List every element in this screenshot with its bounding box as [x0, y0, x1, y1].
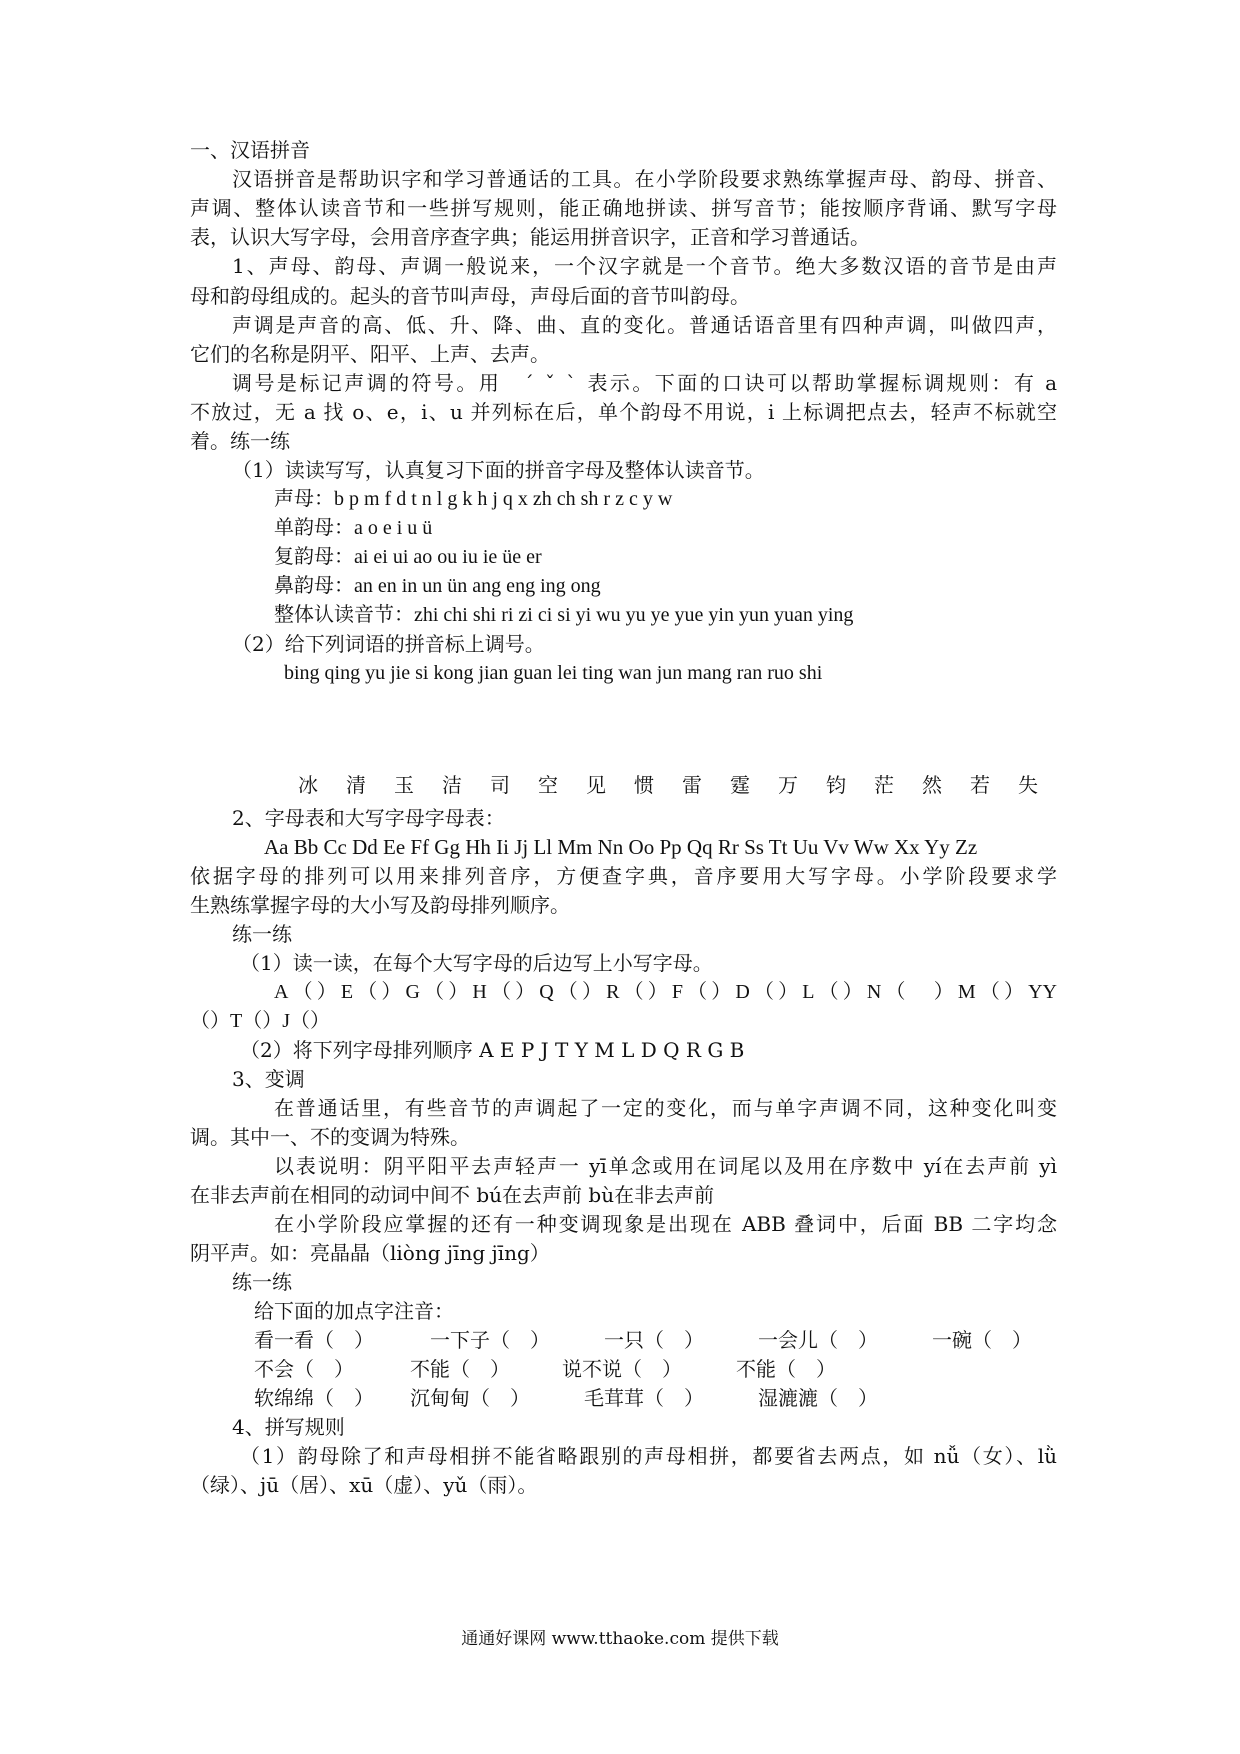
zhengti-list: 整体认读音节：zhi chi shi ri zi ci si yi wu yu ye yue yin yun yuan ying	[274, 604, 854, 626]
exercise-2-title: （2）给下列词语的拼音标上调号。	[232, 632, 545, 656]
char: 然	[922, 773, 942, 797]
s2-desc-line-2: 生熟练掌握字母的大小写及韵母排列顺序。	[190, 893, 570, 917]
practice-label: 练一练	[232, 922, 292, 946]
tone-exercise-item: 湿漉漉（ ）	[758, 1386, 878, 1410]
s4-rule-1-line-2: （绿）、jū（居）、xū（虚）、yǔ（雨）。	[190, 1473, 538, 1497]
tone-line-1: 声调是声音的高、低、升、降、曲、直的变化。普通话语音里有四种声调，叫做四声，	[232, 313, 1057, 337]
fuyunmu-list: 复韵母：ai ei ui ao ou iu ie üe er	[274, 546, 542, 568]
practice-label: 练一练	[232, 1270, 292, 1294]
pinyin-line: bing qing yu jie si kong jian guan lei ting wan jun mang ran ruo shi	[284, 662, 823, 684]
alphabet-line: Aa Bb Cc Dd Ee Ff Gg Hh Ii Jj Ll Mm Nn Oo Pp Qq Rr Ss Tt Uu Vv Ww Xx Yy Zz	[264, 835, 978, 859]
char: 司	[490, 773, 510, 797]
s1-line-1: 1、声母、韵母、声调一般说来，一个汉字就是一个音节。绝大多数汉语的音节是由声	[232, 254, 1057, 278]
s2-question-2: （2）将下列字母排列顺序 A E P J T Y M L D Q R G B	[240, 1038, 745, 1062]
char: 霆	[730, 773, 750, 797]
intro-line-2: 声调、整体认读音节和一些拼写规则，能正确地拼读、拼写音节；能按顺序背诵、默写字母	[190, 196, 1057, 220]
char: 见	[586, 773, 606, 797]
mark-line-3: 着。练一练	[190, 429, 290, 453]
tone-exercise-item: 一会儿（ ）	[758, 1328, 878, 1352]
s3-task: 给下面的加点字注音：	[254, 1299, 454, 1323]
s3-p2-line-1: 以表说明：阴平阳平去声轻声一 yī单念或用在词尾以及用在序数中 yí在去声前 yì	[274, 1154, 1057, 1178]
char: 惯	[634, 773, 654, 797]
char: 清	[346, 773, 366, 797]
char: 雷	[682, 773, 702, 797]
section-2-title: 2、字母表和大写字母字母表：	[232, 806, 505, 830]
section-3-title: 3、变调	[232, 1067, 305, 1091]
footer-text: 通通好课网 www.tthaoke.com 提供下载	[461, 1629, 779, 1649]
biyunmu-list: 鼻韵母：an en in un ün ang eng ing ong	[274, 575, 601, 597]
mark-line-1: 调号是标记声调的符号。用 ˊ ˇ ˋ 表示。下面的口诀可以帮助掌握标调规则：有 a	[232, 371, 1057, 395]
exercise-1-title: （1）读读写写，认真复习下面的拼音字母及整体认读音节。	[232, 458, 765, 482]
char: 洁	[442, 773, 462, 797]
char: 失	[1018, 773, 1038, 797]
tone-exercise-item: 不能（ ）	[736, 1357, 836, 1381]
shengmu-list: 声母：b p m f d t n l g k h j q x zh ch sh r z c y w	[274, 488, 673, 510]
s3-p1-line-2: 调。其中一、不的变调为特殊。	[190, 1125, 470, 1149]
s2-question-1: （1）读一读，在每个大写字母的后边写上小写字母。	[240, 951, 713, 975]
char: 冰	[298, 773, 318, 797]
tone-exercise-item: 沉甸甸（ ）	[410, 1386, 530, 1410]
char: 空	[538, 773, 558, 797]
char: 万	[778, 773, 798, 797]
tone-exercise-item: 不能（ ）	[410, 1357, 510, 1381]
s2-desc-line-1: 依据字母的排列可以用来排列音序，方便查字典，音序要用大写字母。小学阶段要求学	[190, 864, 1057, 888]
section-4-title: 4、拼写规则	[232, 1415, 345, 1439]
tone-exercise-item: 一碗（ ）	[932, 1328, 1032, 1352]
char: 钧	[826, 773, 846, 797]
intro-line-1: 汉语拼音是帮助识字和学习普通话的工具。在小学阶段要求熟练掌握声母、韵母、拼音、	[232, 167, 1057, 191]
chinese-characters-row	[298, 773, 1038, 797]
s4-rule-1-line-1: （1）韵母除了和声母相拼不能省略跟别的声母相拼，都要省去两点，如 nǚ（女）、lǜ	[240, 1444, 1057, 1468]
danyunmu-list: 单韵母：a o e i u ü	[274, 517, 433, 539]
char: 若	[970, 773, 990, 797]
char: 玉	[394, 773, 414, 797]
s2-q1-answer-line-1: A（）E（）G（）H（）Q（）R（）F（）D（）L（）N（ ）M（）YY	[274, 981, 1057, 1003]
s2-q1-answer-line-2: （）T（）J（）	[190, 1010, 330, 1032]
tone-line-2: 它们的名称是阴平、阳平、上声、去声。	[190, 342, 550, 366]
tone-exercise-item: 说不说（ ）	[562, 1357, 682, 1381]
char: 茫	[874, 773, 894, 797]
s3-p2-line-2: 在非去声前在相同的动词中间不 bú在去声前 bù在非去声前	[190, 1183, 715, 1207]
tone-exercise-item: 一只（ ）	[604, 1328, 704, 1352]
s3-p1-line-1: 在普通话里，有些音节的声调起了一定的变化，而与单字声调不同，这种变化叫变	[274, 1096, 1057, 1120]
tone-exercise-item: 软绵绵（ ）	[254, 1386, 374, 1410]
mark-line-2: 不放过，无 a 找 o、e，i、u 并列标在后，单个韵母不用说，i 上标调把点去，轻声不标就空	[190, 400, 1057, 424]
tone-exercise-item: 毛茸茸（ ）	[584, 1386, 704, 1410]
s1-line-2: 母和韵母组成的。起头的音节叫声母，声母后面的音节叫韵母。	[190, 284, 750, 308]
section-heading: 一、汉语拼音	[190, 138, 310, 162]
s3-p3-line-2: 阴平声。如：亮晶晶（liòng jīng jīng）	[190, 1241, 550, 1265]
tone-exercise-item: 一下子（ ）	[430, 1328, 550, 1352]
intro-line-3: 表，认识大写字母，会用音序查字典；能运用拼音识字，正音和学习普通话。	[190, 225, 870, 249]
s3-p3-line-1: 在小学阶段应掌握的还有一种变调现象是出现在 ABB 叠词中，后面 BB 二字均念	[274, 1212, 1057, 1236]
tone-exercise-item: 看一看（ ）	[254, 1328, 374, 1352]
tone-exercise-item: 不会（ ）	[254, 1357, 354, 1381]
